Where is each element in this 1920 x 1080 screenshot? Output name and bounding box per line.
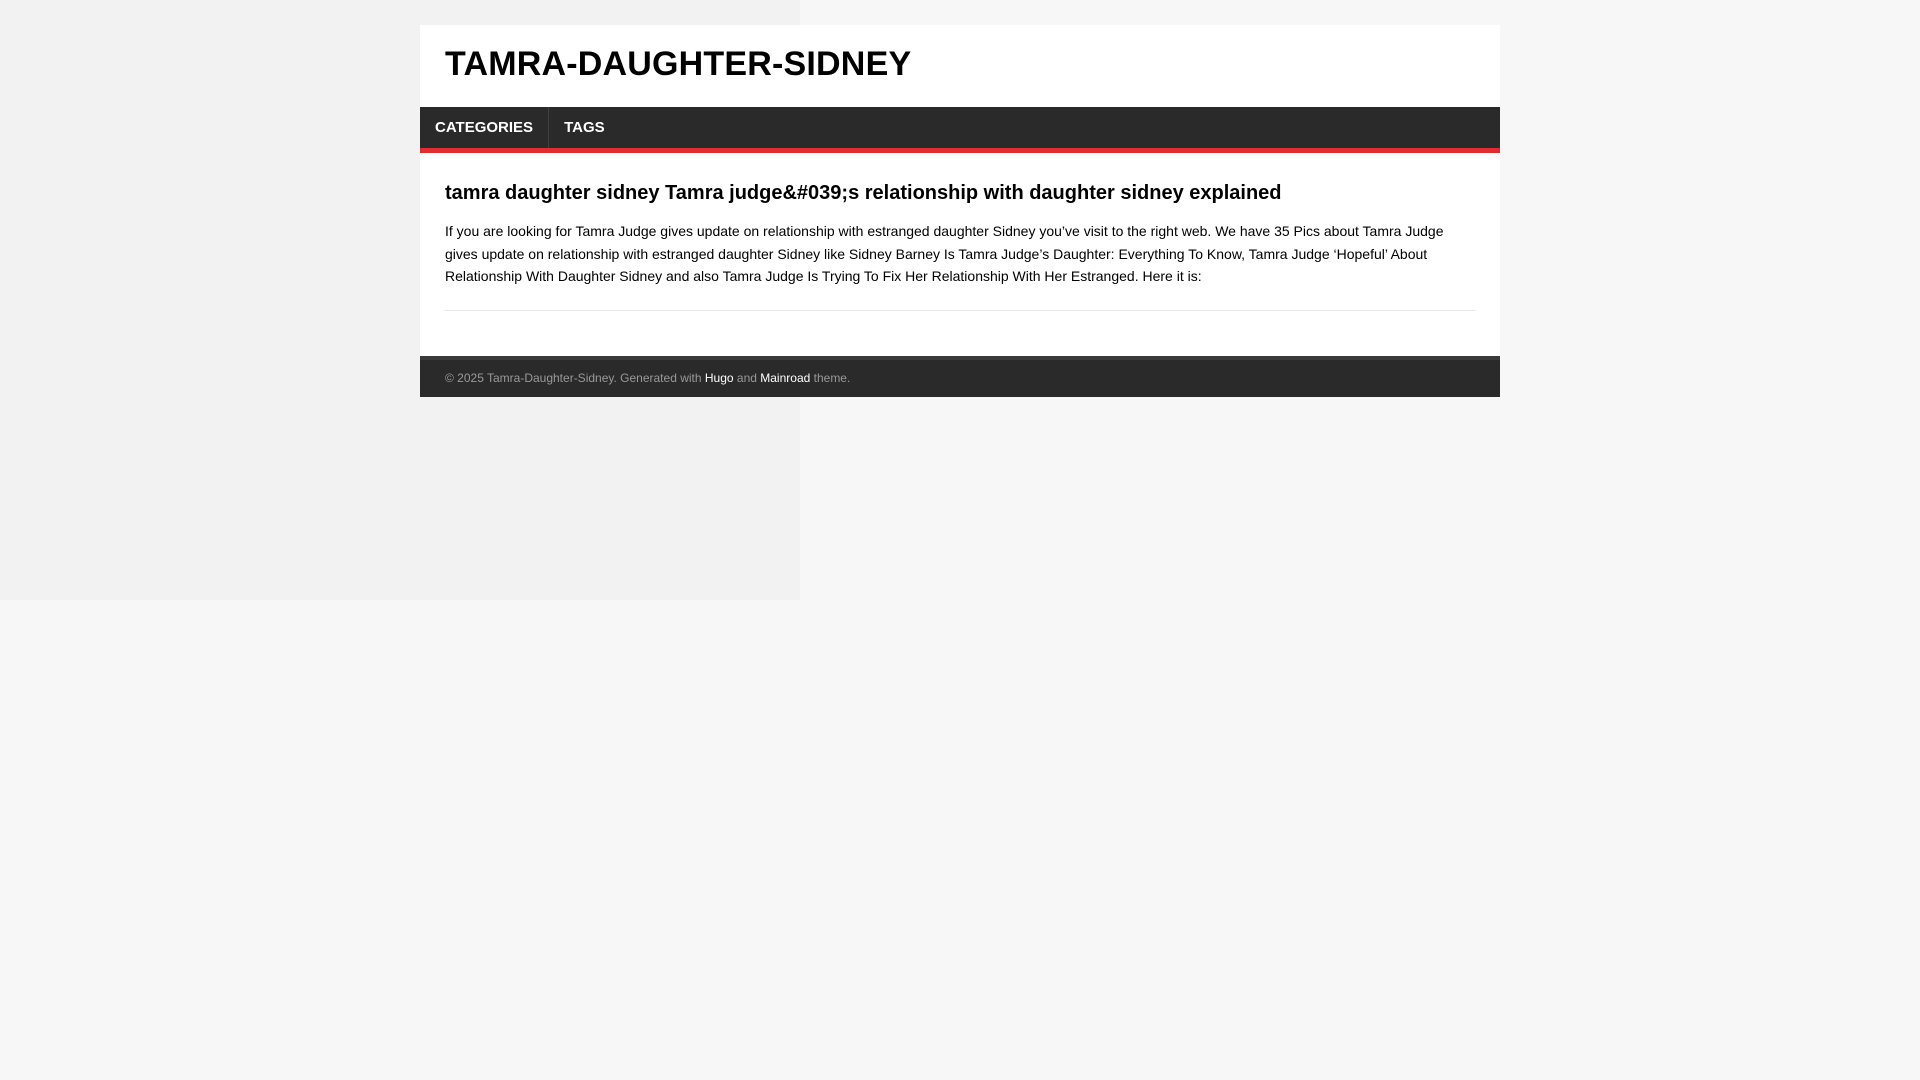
footer-copyright: © 2025 Tamra-Daughter-Sidney. Generated with [445,370,705,385]
post-title-link[interactable]: tamra daughter sidney Tamra judge&#039;s relationship with daughter sidney explained [445,182,1282,204]
main-content [420,153,1500,356]
post-article [445,181,1475,311]
main-menu [420,107,1500,153]
footer-theme-link[interactable]: Mainroad [760,370,811,385]
site-header [420,25,1500,107]
site-footer [420,356,1500,397]
site-logo-link[interactable]: TAMRA-DAUGHTER-SIDNEY [445,45,912,83]
post-title [445,181,1475,206]
post-content: If you are looking for Tamra Judge gives update on relationship with estranged daughter Sidney you’ve visit to the right web. We have 35 Pics about Tamra Judge gives update on relationship with estranged daughter Sidney like Sidney Barney Is Tamra Judge’s Daughter: Everything To Know, Tamra Judge ‘Hopeful’ About Relationship With Daughter Sidney and also Tamra Judge Is Trying To Fix Her Relationship With Her Estranged. Here it is: [445,223,1444,284]
footer-hugo-link[interactable]: Hugo [704,370,734,385]
footer-and-text: and [733,370,761,385]
footer-theme-suffix: theme. [810,370,851,385]
menu-item-categories[interactable]: CATEGORIES [420,107,549,148]
menu-item-tags[interactable]: TAGS [564,119,605,136]
page-container [420,25,1500,397]
